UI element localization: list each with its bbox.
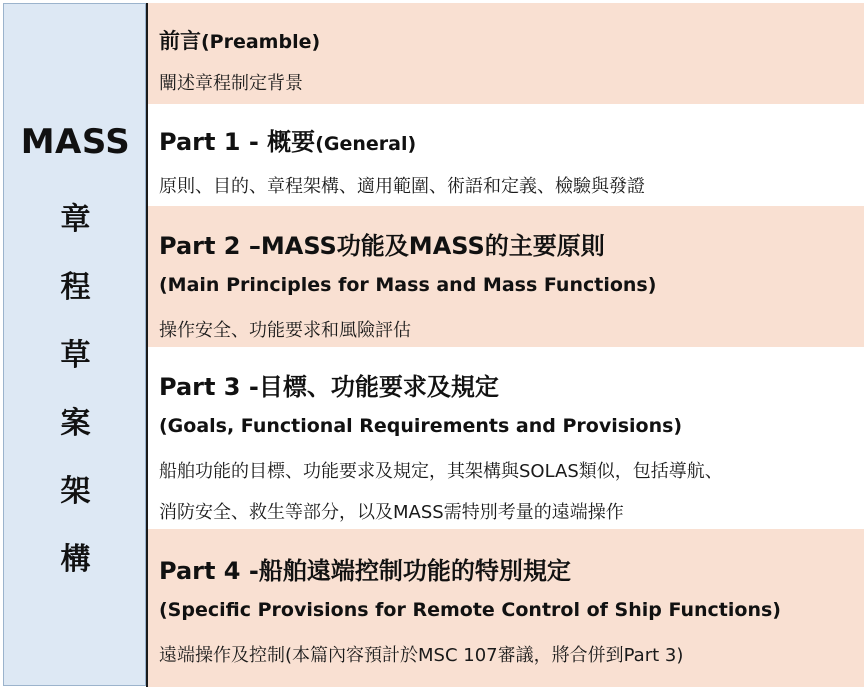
preamble-heading-en: (Preamble) bbox=[201, 31, 321, 53]
left-title-mass: MASS bbox=[20, 122, 131, 162]
part1-heading bbox=[159, 122, 416, 157]
part3-english-title: (Goals, Functional Requirements and Provisions) bbox=[159, 415, 683, 437]
part4-description: 遠端操作及控制(本篇內容預計於MSC 107審議，將合併到Part 3) bbox=[159, 645, 684, 666]
preamble-description: 闡述章程制定背景 bbox=[159, 73, 303, 94]
left-title-char: 架 bbox=[60, 474, 91, 509]
part3-heading: Part 3 -目標、功能要求及規定 bbox=[159, 373, 499, 401]
part1-heading-main: Part 1 - 概要 bbox=[159, 128, 316, 156]
section-part4 bbox=[148, 529, 864, 687]
part1-description: 原則、目的、章程架構、適用範圍、術語和定義、檢驗與發證 bbox=[159, 176, 645, 197]
part2-english-title: (Main Principles for Mass and Mass Functions) bbox=[159, 274, 657, 296]
part3-description-line1: 船舶功能的目標、功能要求及規定，其架構與SOLAS類似，包括導航、 bbox=[159, 461, 723, 482]
part4-heading: Part 4 -船舶遠端控制功能的特別規定 bbox=[159, 557, 571, 585]
part3-description-line2: 消防安全、救生等部分，以及MASS需特別考量的遠端操作 bbox=[159, 502, 624, 523]
left-title-char: 程 bbox=[60, 270, 91, 305]
preamble-heading bbox=[159, 25, 320, 55]
preamble-heading-zh: 前言 bbox=[159, 29, 201, 53]
left-title-char: 草 bbox=[60, 338, 91, 373]
left-title-char: 構 bbox=[60, 542, 91, 577]
left-title-char: 章 bbox=[60, 202, 91, 237]
section-part3 bbox=[148, 347, 864, 529]
section-part2 bbox=[148, 206, 864, 347]
left-title-char: 案 bbox=[60, 406, 91, 441]
part4-english-title: (Specific Provisions for Remote Control of Ship Functions) bbox=[159, 599, 781, 621]
part2-heading: Part 2 –MASS功能及MASS的主要原則 bbox=[159, 232, 605, 260]
part1-heading-en: (General) bbox=[315, 133, 417, 155]
left-title-panel bbox=[3, 3, 146, 686]
part2-description: 操作安全、功能要求和風險評估 bbox=[159, 320, 411, 341]
section-part1 bbox=[148, 104, 864, 206]
section-preamble bbox=[148, 3, 864, 104]
